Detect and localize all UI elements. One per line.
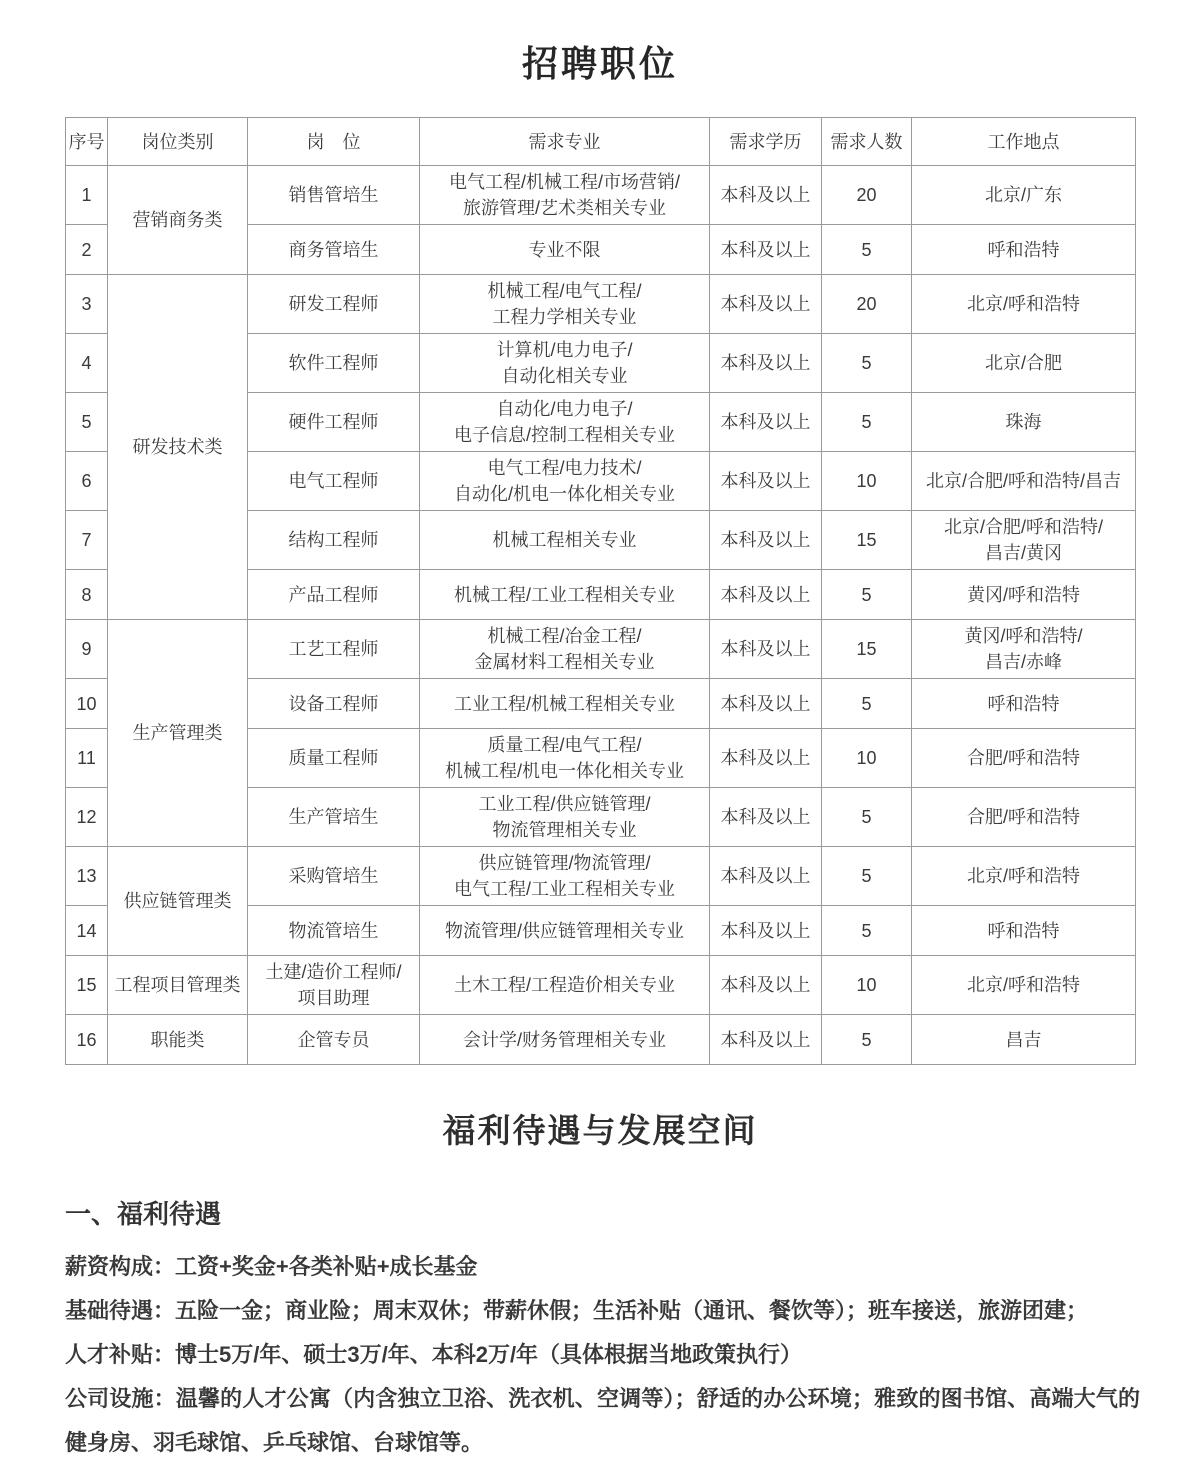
cell-education: 本科及以上 — [710, 570, 822, 620]
cell-no: 10 — [66, 679, 108, 729]
cell-count: 5 — [822, 847, 912, 906]
cell-position: 销售管培生 — [248, 166, 420, 225]
cell-count: 20 — [822, 166, 912, 225]
cell-major: 工业工程/供应链管理/ 物流管理相关专业 — [420, 788, 710, 847]
cell-major: 电气工程/电力技术/ 自动化/机电一体化相关专业 — [420, 452, 710, 511]
benefit-item-basic — [65, 1289, 1140, 1333]
cell-education: 本科及以上 — [710, 956, 822, 1015]
cell-location: 北京/呼和浩特 — [912, 956, 1136, 1015]
cell-education: 本科及以上 — [710, 334, 822, 393]
cell-education: 本科及以上 — [710, 511, 822, 570]
cell-location: 呼和浩特 — [912, 906, 1136, 956]
benefit-label: 人才补贴： — [65, 1342, 176, 1367]
cell-education: 本科及以上 — [710, 620, 822, 679]
cell-location: 昌吉 — [912, 1015, 1136, 1065]
cell-no: 12 — [66, 788, 108, 847]
cell-no: 9 — [66, 620, 108, 679]
cell-category: 生产管理类 — [108, 620, 248, 847]
cell-count: 5 — [822, 570, 912, 620]
cell-education: 本科及以上 — [710, 729, 822, 788]
cell-position: 质量工程师 — [248, 729, 420, 788]
cell-category: 职能类 — [108, 1015, 248, 1065]
benefit-label: 基础待遇： — [65, 1298, 176, 1323]
cell-position: 设备工程师 — [248, 679, 420, 729]
cell-position: 研发工程师 — [248, 275, 420, 334]
cell-position: 硬件工程师 — [248, 393, 420, 452]
cell-count: 15 — [822, 511, 912, 570]
cell-major: 机械工程/电气工程/ 工程力学相关专业 — [420, 275, 710, 334]
header-location: 工作地点 — [912, 118, 1136, 166]
header-no: 序号 — [66, 118, 108, 166]
cell-category: 工程项目管理类 — [108, 956, 248, 1015]
cell-major: 专业不限 — [420, 225, 710, 275]
cell-no: 2 — [66, 225, 108, 275]
table-row — [66, 620, 1136, 679]
cell-no: 6 — [66, 452, 108, 511]
benefit-text: 五险一金；商业险；周末双休；带薪休假；生活补贴（通讯、餐饮等）；班车接送，旅游团建； — [175, 1298, 1089, 1323]
cell-count: 5 — [822, 788, 912, 847]
benefit-item-facilities — [65, 1377, 1140, 1464]
table-row — [66, 1015, 1136, 1065]
cell-location: 北京/广东 — [912, 166, 1136, 225]
header-major: 需求专业 — [420, 118, 710, 166]
cell-no: 11 — [66, 729, 108, 788]
cell-position: 商务管培生 — [248, 225, 420, 275]
cell-major: 供应链管理/物流管理/ 电气工程/工业工程相关专业 — [420, 847, 710, 906]
cell-category: 研发技术类 — [108, 275, 248, 620]
header-education: 需求学历 — [710, 118, 822, 166]
cell-education: 本科及以上 — [710, 225, 822, 275]
cell-no: 8 — [66, 570, 108, 620]
cell-major: 质量工程/电气工程/ 机械工程/机电一体化相关专业 — [420, 729, 710, 788]
cell-location: 黄冈/呼和浩特 — [912, 570, 1136, 620]
cell-location: 北京/呼和浩特 — [912, 847, 1136, 906]
cell-no: 7 — [66, 511, 108, 570]
cell-no: 3 — [66, 275, 108, 334]
cell-education: 本科及以上 — [710, 166, 822, 225]
header-position: 岗 位 — [248, 118, 420, 166]
cell-major: 物流管理/供应链管理相关专业 — [420, 906, 710, 956]
cell-education: 本科及以上 — [710, 452, 822, 511]
cell-education: 本科及以上 — [710, 275, 822, 334]
header-category: 岗位类别 — [108, 118, 248, 166]
cell-major: 会计学/财务管理相关专业 — [420, 1015, 710, 1065]
cell-education: 本科及以上 — [710, 679, 822, 729]
cell-education: 本科及以上 — [710, 847, 822, 906]
table-header-row — [66, 118, 1136, 166]
cell-no: 5 — [66, 393, 108, 452]
cell-major: 工业工程/机械工程相关专业 — [420, 679, 710, 729]
cell-position: 电气工程师 — [248, 452, 420, 511]
benefits-section-heading: 一、福利待遇 — [65, 1199, 222, 1229]
cell-count: 5 — [822, 225, 912, 275]
cell-position: 产品工程师 — [248, 570, 420, 620]
cell-position: 土建/造价工程师/ 项目助理 — [248, 956, 420, 1015]
cell-position: 物流管培生 — [248, 906, 420, 956]
cell-count: 5 — [822, 906, 912, 956]
cell-major: 土木工程/工程造价相关专业 — [420, 956, 710, 1015]
cell-location: 合肥/呼和浩特 — [912, 729, 1136, 788]
cell-position: 企管专员 — [248, 1015, 420, 1065]
cell-major: 机械工程/冶金工程/ 金属材料工程相关专业 — [420, 620, 710, 679]
cell-no: 4 — [66, 334, 108, 393]
cell-location: 北京/呼和浩特 — [912, 275, 1136, 334]
cell-no: 16 — [66, 1015, 108, 1065]
table-row — [66, 956, 1136, 1015]
cell-major: 电气工程/机械工程/市场营销/ 旅游管理/艺术类相关专业 — [420, 166, 710, 225]
page-title: 招聘职位 — [521, 43, 678, 84]
table-row — [66, 166, 1136, 225]
cell-education: 本科及以上 — [710, 788, 822, 847]
cell-major: 机械工程/工业工程相关专业 — [420, 570, 710, 620]
benefit-label: 薪资构成： — [65, 1254, 176, 1279]
cell-education: 本科及以上 — [710, 1015, 822, 1065]
cell-location: 北京/合肥/呼和浩特/昌吉 — [912, 452, 1136, 511]
cell-count: 10 — [822, 956, 912, 1015]
cell-position: 生产管培生 — [248, 788, 420, 847]
cell-no: 14 — [66, 906, 108, 956]
table-row — [66, 847, 1136, 906]
cell-no: 15 — [66, 956, 108, 1015]
cell-position: 采购管培生 — [248, 847, 420, 906]
benefit-text: 工资+奖金+各类补贴+成长基金 — [175, 1254, 478, 1279]
cell-count: 5 — [822, 1015, 912, 1065]
cell-no: 13 — [66, 847, 108, 906]
cell-count: 10 — [822, 452, 912, 511]
cell-position: 软件工程师 — [248, 334, 420, 393]
cell-count: 10 — [822, 729, 912, 788]
cell-count: 5 — [822, 334, 912, 393]
cell-position: 结构工程师 — [248, 511, 420, 570]
benefit-text: 温馨的人才公寓（内含独立卫浴、洗衣机、空调等）；舒适的办公环境；雅致的图书馆、高端大气的健身房、羽毛球馆、乒乓球馆、台球馆等。 — [65, 1386, 1140, 1455]
cell-location: 呼和浩特 — [912, 679, 1136, 729]
recruitment-table — [65, 117, 1136, 1065]
cell-education: 本科及以上 — [710, 393, 822, 452]
cell-location: 珠海 — [912, 393, 1136, 452]
benefit-item-salary — [65, 1245, 1140, 1289]
cell-position: 工艺工程师 — [248, 620, 420, 679]
cell-count: 5 — [822, 393, 912, 452]
cell-location: 黄冈/呼和浩特/ 昌吉/赤峰 — [912, 620, 1136, 679]
cell-location: 合肥/呼和浩特 — [912, 788, 1136, 847]
cell-major: 机械工程相关专业 — [420, 511, 710, 570]
benefit-text: 博士5万/年、硕士3万/年、本科2万/年（具体根据当地政策执行） — [175, 1342, 803, 1367]
header-count: 需求人数 — [822, 118, 912, 166]
cell-location: 北京/合肥/呼和浩特/ 昌吉/黄冈 — [912, 511, 1136, 570]
benefit-item-talent-subsidy — [65, 1333, 1140, 1377]
cell-category: 营销商务类 — [108, 166, 248, 275]
benefits-title: 福利待遇与发展空间 — [442, 1112, 758, 1149]
cell-location: 呼和浩特 — [912, 225, 1136, 275]
cell-location: 北京/合肥 — [912, 334, 1136, 393]
cell-major: 自动化/电力电子/ 电子信息/控制工程相关专业 — [420, 393, 710, 452]
cell-count: 15 — [822, 620, 912, 679]
cell-major: 计算机/电力电子/ 自动化相关专业 — [420, 334, 710, 393]
benefit-label: 公司设施： — [65, 1386, 176, 1411]
cell-no: 1 — [66, 166, 108, 225]
cell-count: 20 — [822, 275, 912, 334]
table-row — [66, 275, 1136, 334]
cell-category: 供应链管理类 — [108, 847, 248, 956]
cell-education: 本科及以上 — [710, 906, 822, 956]
cell-count: 5 — [822, 679, 912, 729]
